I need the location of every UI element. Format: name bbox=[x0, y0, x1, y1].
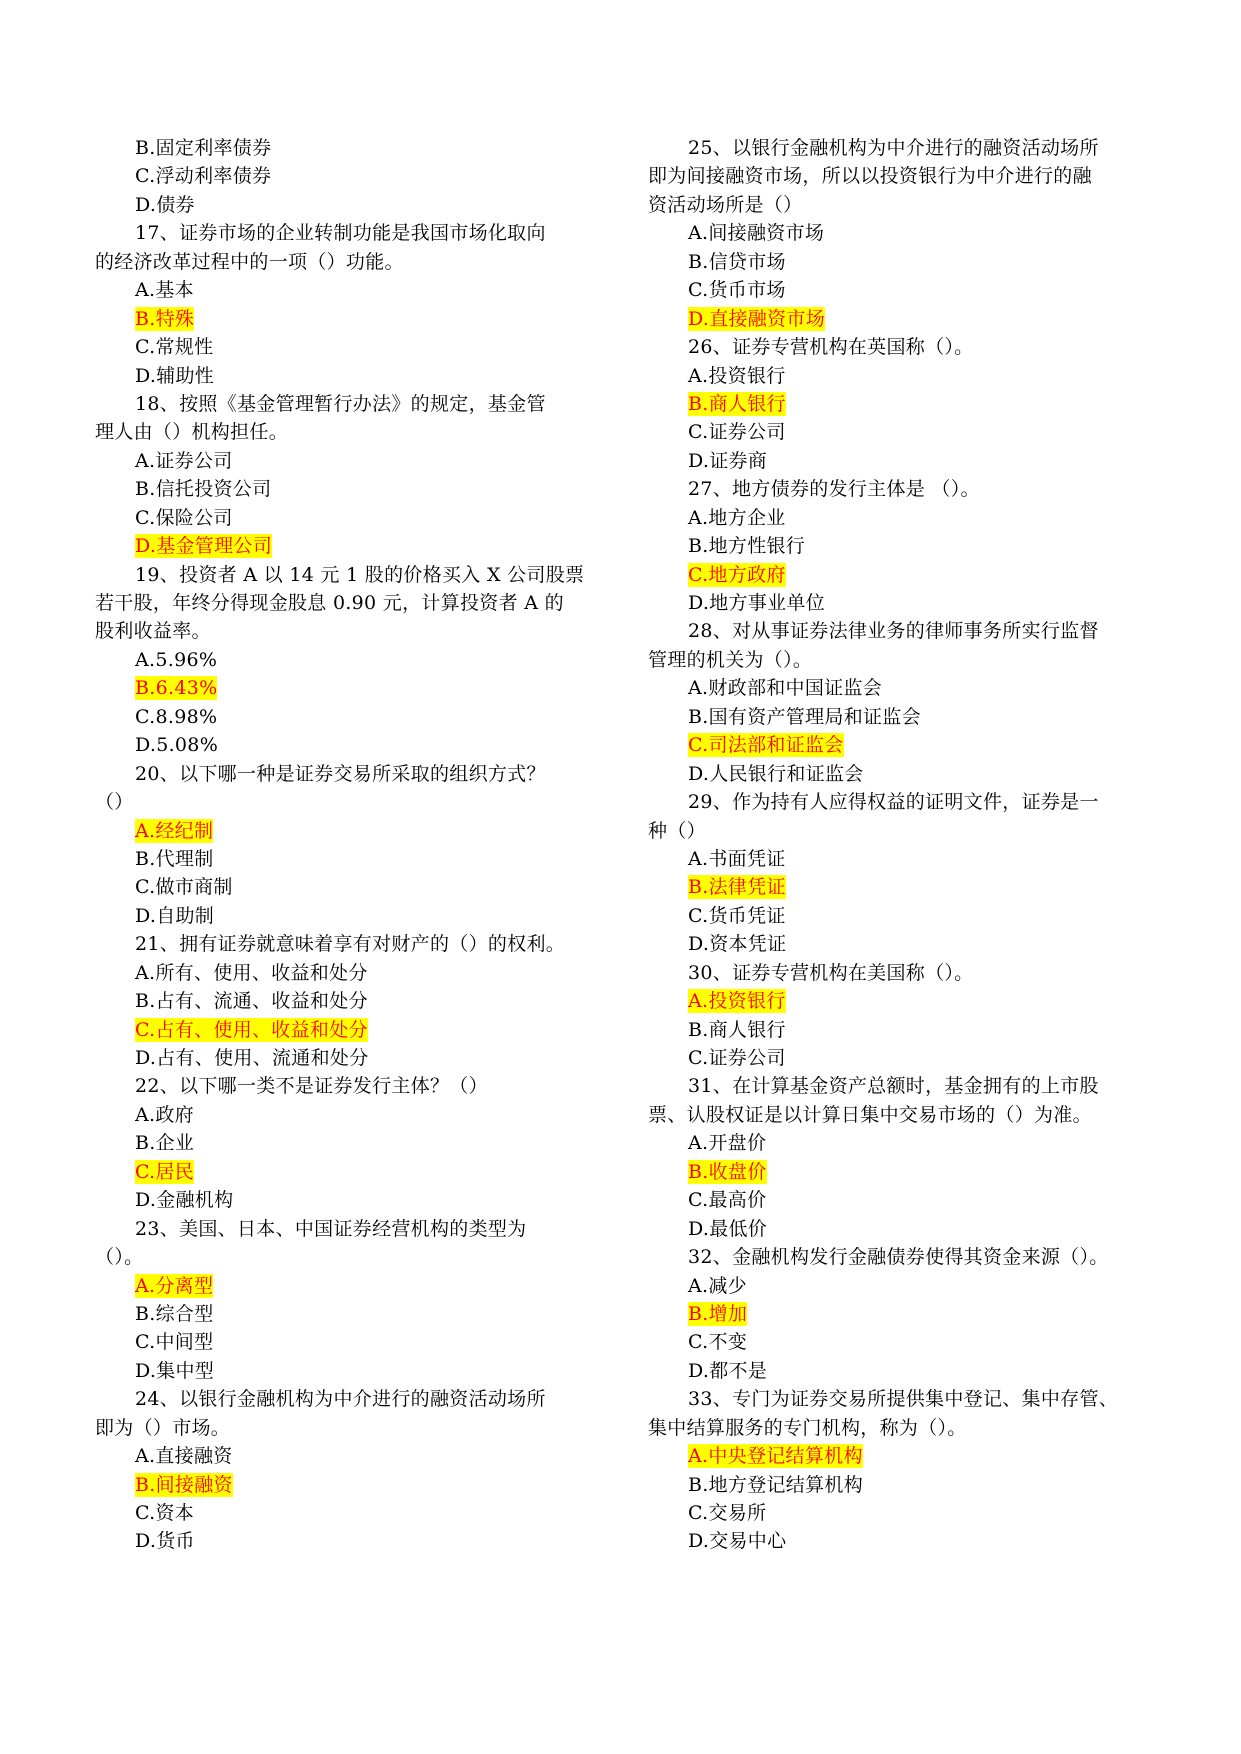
option-line bbox=[95, 162, 605, 190]
answer-highlight: C.地方政府 bbox=[688, 563, 786, 586]
answer-highlight: B.法律凭证 bbox=[688, 876, 786, 899]
line-text: A.地方企业 bbox=[688, 506, 786, 529]
option-line bbox=[648, 930, 1158, 958]
line-text: A.5.96% bbox=[135, 648, 218, 671]
question-line bbox=[648, 959, 1158, 987]
line-text: C.保险公司 bbox=[135, 506, 233, 529]
question-continuation bbox=[95, 248, 605, 276]
option-line bbox=[95, 845, 605, 873]
line-text: （） bbox=[95, 791, 134, 814]
option-line bbox=[95, 504, 605, 532]
line-text: D.交易中心 bbox=[688, 1530, 787, 1553]
answer-option bbox=[648, 731, 1158, 759]
line-text: C.证券公司 bbox=[688, 421, 786, 444]
line-text: B.占有、流通、收益和处分 bbox=[135, 990, 368, 1013]
line-text: B.地方性银行 bbox=[688, 535, 806, 558]
option-line bbox=[648, 447, 1158, 475]
line-text: A.间接融资市场 bbox=[688, 222, 825, 245]
answer-highlight: D.基金管理公司 bbox=[135, 535, 272, 558]
line-text: A.投资银行 bbox=[688, 364, 786, 387]
line-text: C.不变 bbox=[688, 1331, 748, 1354]
option-line bbox=[648, 362, 1158, 390]
line-text: C.中间型 bbox=[135, 1331, 214, 1354]
line-text: B.国有资产管理局和证监会 bbox=[688, 705, 921, 728]
question-line bbox=[95, 390, 605, 418]
line-text: 33、专门为证券交易所提供集中登记、集中存管、 bbox=[688, 1388, 1119, 1411]
line-text: 25、以银行金融机构为中介进行的融资活动场所 bbox=[688, 137, 1099, 159]
option-line bbox=[95, 987, 605, 1015]
line-text: 即为（）市场。 bbox=[95, 1416, 231, 1439]
answer-option bbox=[95, 674, 605, 702]
line-text: B.固定利率债券 bbox=[135, 137, 272, 159]
line-text: 32、金融机构发行金融债券使得其资金来源（）。 bbox=[688, 1246, 1109, 1269]
line-text: 管理的机关为（）。 bbox=[648, 648, 813, 671]
option-line bbox=[95, 703, 605, 731]
question-line bbox=[648, 134, 1158, 162]
answer-option bbox=[648, 1158, 1158, 1186]
option-line bbox=[95, 1442, 605, 1470]
option-line bbox=[95, 1328, 605, 1356]
option-line bbox=[95, 1357, 605, 1385]
option-line bbox=[648, 1044, 1158, 1072]
line-text: A.财政部和中国证监会 bbox=[688, 677, 883, 700]
answer-highlight: C.居民 bbox=[135, 1160, 195, 1183]
line-text: D.债券 bbox=[135, 193, 195, 216]
option-line bbox=[648, 902, 1158, 930]
answer-option bbox=[648, 987, 1158, 1015]
option-line bbox=[95, 1499, 605, 1527]
line-text: 票、认股权证是以计算日集中交易市场的（）为准。 bbox=[648, 1103, 1092, 1126]
question-line bbox=[648, 333, 1158, 361]
option-line bbox=[95, 276, 605, 304]
line-text: 股利收益率。 bbox=[95, 620, 211, 643]
answer-highlight: A.经纪制 bbox=[135, 819, 214, 842]
line-text: D.集中型 bbox=[135, 1359, 215, 1382]
question-line bbox=[648, 617, 1158, 645]
answer-highlight: B.商人银行 bbox=[688, 392, 786, 415]
answer-highlight: C.司法部和证监会 bbox=[688, 734, 844, 757]
question-continuation bbox=[95, 418, 605, 446]
answer-option bbox=[95, 1158, 605, 1186]
line-text: 30、证券专营机构在美国称（）。 bbox=[688, 961, 974, 984]
question-line bbox=[95, 561, 605, 589]
answer-option bbox=[648, 1442, 1158, 1470]
option-line bbox=[95, 1129, 605, 1157]
answer-option bbox=[95, 1471, 605, 1499]
line-text: 种（） bbox=[648, 819, 706, 842]
line-text: D.资本凭证 bbox=[688, 933, 787, 956]
line-text: B.信托投资公司 bbox=[135, 478, 272, 501]
option-line bbox=[95, 134, 605, 162]
option-line bbox=[648, 1527, 1158, 1555]
answer-option bbox=[95, 305, 605, 333]
line-text: C.最高价 bbox=[688, 1189, 767, 1212]
line-text: C.货币凭证 bbox=[688, 904, 786, 927]
option-line bbox=[95, 1101, 605, 1129]
line-text: 23、美国、日本、中国证券经营机构的类型为 bbox=[135, 1217, 527, 1240]
option-line bbox=[648, 504, 1158, 532]
option-line bbox=[648, 418, 1158, 446]
option-line bbox=[95, 447, 605, 475]
line-text: 20、以下哪一种是证券交易所采取的组织方式？ bbox=[135, 762, 546, 785]
question-continuation bbox=[648, 162, 1158, 190]
line-text: 的经济改革过程中的一项（）功能。 bbox=[95, 250, 404, 273]
line-text: C.资本 bbox=[135, 1502, 195, 1524]
question-line bbox=[648, 1385, 1158, 1413]
answer-option bbox=[648, 305, 1158, 333]
answer-option bbox=[648, 561, 1158, 589]
answer-highlight: B.间接融资 bbox=[135, 1473, 233, 1496]
option-line bbox=[648, 1215, 1158, 1243]
line-text: A.基本 bbox=[135, 279, 194, 302]
line-text: D.都不是 bbox=[688, 1359, 768, 1382]
line-text: D.地方事业单位 bbox=[688, 592, 825, 614]
question-line bbox=[95, 1385, 605, 1413]
line-text: A.政府 bbox=[135, 1103, 194, 1126]
line-text: D.证券商 bbox=[688, 449, 768, 472]
line-text: C.做市商制 bbox=[135, 876, 233, 899]
line-text: C.浮动利率债券 bbox=[135, 165, 272, 188]
option-line bbox=[648, 674, 1158, 702]
option-line bbox=[648, 1016, 1158, 1044]
option-line bbox=[648, 1186, 1158, 1214]
answer-option bbox=[95, 817, 605, 845]
answer-highlight: B.特殊 bbox=[135, 307, 195, 330]
option-line bbox=[648, 703, 1158, 731]
question-continuation bbox=[95, 1243, 605, 1271]
line-text: D.人民银行和证监会 bbox=[688, 762, 864, 785]
answer-option bbox=[648, 873, 1158, 901]
line-text: B.商人银行 bbox=[688, 1018, 786, 1041]
answer-option bbox=[95, 1272, 605, 1300]
line-text: A.直接融资 bbox=[135, 1445, 233, 1468]
line-text: D.货币 bbox=[135, 1530, 195, 1553]
line-text: B.地方登记结算机构 bbox=[688, 1473, 864, 1496]
question-line bbox=[95, 760, 605, 788]
option-line bbox=[95, 646, 605, 674]
line-text: C.货币市场 bbox=[688, 279, 786, 302]
right-column bbox=[648, 134, 1158, 1556]
question-line bbox=[648, 1243, 1158, 1271]
option-line bbox=[648, 276, 1158, 304]
line-text: B.信贷市场 bbox=[688, 250, 786, 273]
answer-option bbox=[648, 1300, 1158, 1328]
answer-option bbox=[95, 1016, 605, 1044]
answer-highlight: B.6.43% bbox=[135, 677, 218, 700]
line-text: 若干股，年终分得现金股息 0.90 元，计算投资者 A 的 bbox=[95, 592, 564, 614]
question-line bbox=[95, 219, 605, 247]
line-text: 26、证券专营机构在英国称（）。 bbox=[688, 336, 974, 359]
question-continuation bbox=[648, 191, 1158, 219]
question-continuation bbox=[95, 788, 605, 816]
option-line bbox=[648, 1129, 1158, 1157]
line-text: 28、对从事证券法律业务的律师事务所实行监督 bbox=[688, 620, 1099, 643]
answer-highlight: B.增加 bbox=[688, 1302, 748, 1325]
line-text: C.证券公司 bbox=[688, 1047, 786, 1069]
line-text: D.占有、使用、流通和处分 bbox=[135, 1047, 369, 1069]
line-text: B.代理制 bbox=[135, 847, 214, 870]
option-line bbox=[95, 362, 605, 390]
question-continuation bbox=[648, 646, 1158, 674]
option-line bbox=[95, 191, 605, 219]
answer-highlight: D.直接融资市场 bbox=[688, 307, 825, 330]
line-text: 17、证券市场的企业转制功能是我国市场化取向 bbox=[135, 222, 546, 245]
line-text: 即为间接融资市场，所以以投资银行为中介进行的融 bbox=[648, 165, 1092, 188]
line-text: D.金融机构 bbox=[135, 1189, 234, 1212]
line-text: A.减少 bbox=[688, 1274, 747, 1297]
line-text: D.辅助性 bbox=[135, 364, 215, 387]
line-text: 21、拥有证券就意味着享有对财产的（）的权利。 bbox=[135, 933, 566, 956]
option-line bbox=[95, 333, 605, 361]
question-line bbox=[95, 1215, 605, 1243]
line-text: 集中结算服务的专门机构，称为（）。 bbox=[648, 1416, 967, 1439]
option-line bbox=[95, 1527, 605, 1555]
option-line bbox=[648, 248, 1158, 276]
option-line bbox=[648, 219, 1158, 247]
option-line bbox=[648, 845, 1158, 873]
option-line bbox=[648, 532, 1158, 560]
option-line bbox=[648, 760, 1158, 788]
line-text: 19、投资者 A 以 14 元 1 股的价格买入 X 公司股票 bbox=[135, 563, 585, 586]
line-text: 18、按照《基金管理暂行办法》的规定，基金管 bbox=[135, 392, 546, 415]
line-text: D.最低价 bbox=[688, 1217, 768, 1240]
question-continuation bbox=[648, 817, 1158, 845]
option-line bbox=[95, 475, 605, 503]
line-text: D.5.08% bbox=[135, 734, 219, 757]
option-line bbox=[95, 902, 605, 930]
option-line bbox=[95, 959, 605, 987]
question-line bbox=[648, 788, 1158, 816]
answer-highlight: C.占有、使用、收益和处分 bbox=[135, 1018, 368, 1041]
line-text: 24、以银行金融机构为中介进行的融资活动场所 bbox=[135, 1388, 546, 1411]
option-line bbox=[648, 1272, 1158, 1300]
option-line bbox=[648, 1471, 1158, 1499]
answer-highlight: A.中央登记结算机构 bbox=[688, 1445, 863, 1468]
line-text: 资活动场所是（） bbox=[648, 193, 803, 216]
answer-highlight: B.收盘价 bbox=[688, 1160, 767, 1183]
option-line bbox=[95, 1186, 605, 1214]
option-line bbox=[648, 1328, 1158, 1356]
line-text: A.证券公司 bbox=[135, 449, 233, 472]
question-line bbox=[95, 930, 605, 958]
question-line bbox=[95, 1072, 605, 1100]
line-text: 31、在计算基金资产总额时，基金拥有的上市股 bbox=[688, 1075, 1099, 1098]
option-line bbox=[648, 1499, 1158, 1527]
answer-highlight: A.分离型 bbox=[135, 1274, 214, 1297]
line-text: A.开盘价 bbox=[688, 1132, 767, 1155]
question-continuation bbox=[95, 1414, 605, 1442]
line-text: D.自助制 bbox=[135, 904, 215, 927]
line-text: C.交易所 bbox=[688, 1502, 767, 1524]
left-column bbox=[95, 134, 605, 1556]
question-line bbox=[648, 1072, 1158, 1100]
line-text: 29、作为持有人应得权益的证明文件，证券是一 bbox=[688, 791, 1099, 814]
question-continuation bbox=[648, 1101, 1158, 1129]
option-line bbox=[648, 589, 1158, 617]
line-text: C.常规性 bbox=[135, 336, 214, 359]
question-continuation bbox=[95, 589, 605, 617]
answer-option bbox=[95, 532, 605, 560]
line-text: A.书面凭证 bbox=[688, 847, 786, 870]
line-text: 22、以下哪一类不是证券发行主体？（） bbox=[135, 1075, 488, 1098]
question-continuation bbox=[648, 1414, 1158, 1442]
question-line bbox=[648, 475, 1158, 503]
answer-highlight: A.投资银行 bbox=[688, 990, 786, 1013]
option-line bbox=[95, 731, 605, 759]
line-text: B.企业 bbox=[135, 1132, 195, 1155]
line-text: 27、地方债券的发行主体是 （）。 bbox=[688, 478, 980, 501]
question-continuation bbox=[95, 617, 605, 645]
line-text: 理人由（）机构担任。 bbox=[95, 421, 289, 444]
answer-option bbox=[648, 390, 1158, 418]
line-text: （）。 bbox=[95, 1246, 144, 1269]
line-text: A.所有、使用、收益和处分 bbox=[135, 961, 368, 984]
option-line bbox=[648, 1357, 1158, 1385]
option-line bbox=[95, 873, 605, 901]
option-line bbox=[95, 1300, 605, 1328]
option-line bbox=[95, 1044, 605, 1072]
line-text: C.8.98% bbox=[135, 705, 218, 728]
line-text: B.综合型 bbox=[135, 1302, 214, 1325]
